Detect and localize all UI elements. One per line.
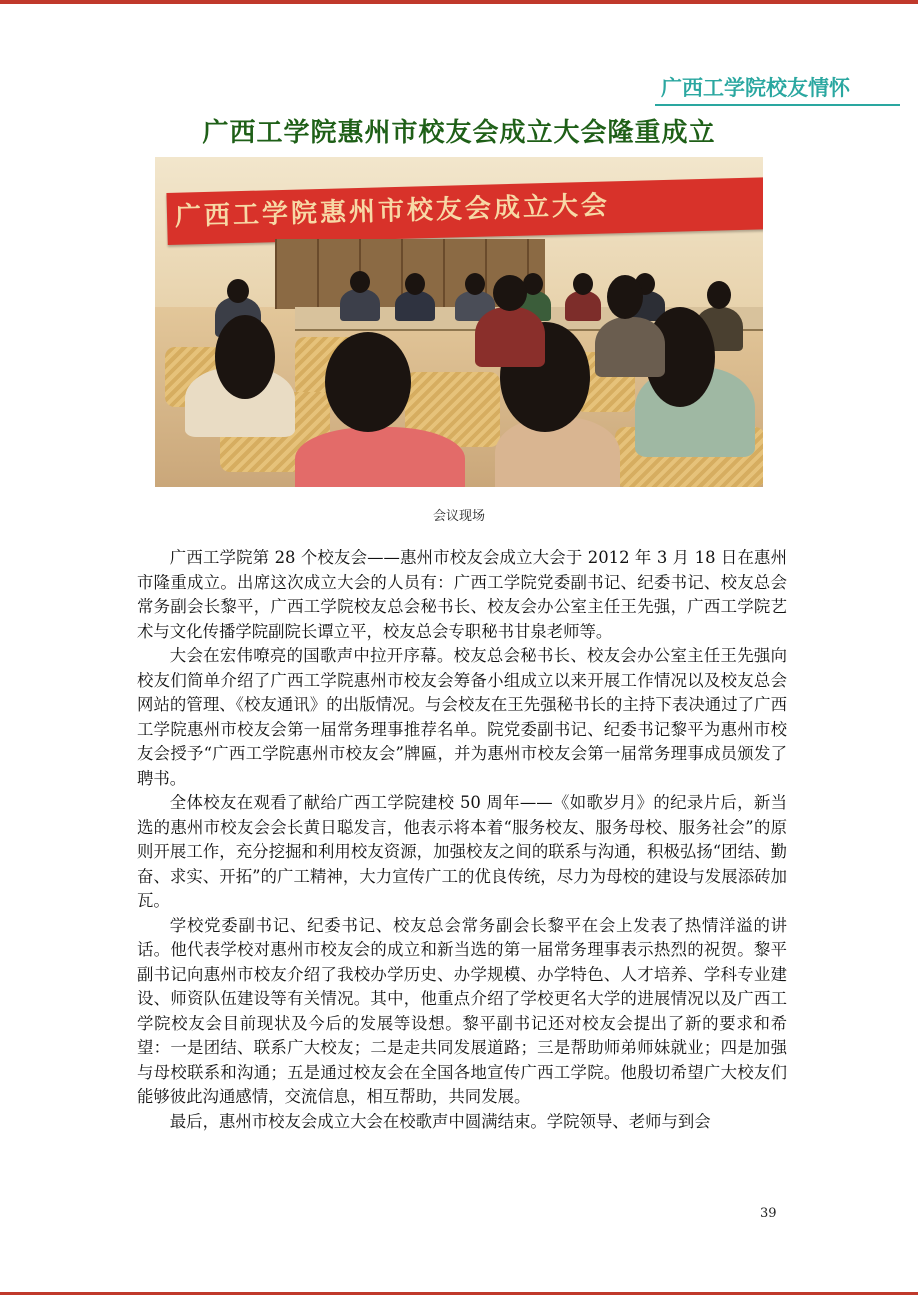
photo-head bbox=[607, 275, 643, 319]
page-title: 广西工学院惠州市校友会成立大会隆重成立 bbox=[202, 118, 716, 148]
section-header-underline bbox=[655, 104, 900, 106]
photo-person bbox=[475, 307, 545, 367]
photo-head bbox=[227, 279, 249, 303]
photo-head bbox=[350, 271, 370, 293]
photo-person bbox=[395, 291, 435, 321]
paragraph: 全体校友在观看了献给广西工学院建校 50 周年——《如歌岁月》的纪录片后，新当选的惠州市校友会会长黄日聪发言，他表示将本着“服务校友、服务母校、服务社会”的原则开展工作，充分挖掘和利用校友资源，加强校友之间的联系与沟通，积极弘扬“团结、勤奋、求实、开拓”的广工精神，大力宣传广工的优良传统，尽力为母校的建设与发展添砖加瓦。 bbox=[137, 793, 787, 910]
photo-head bbox=[493, 275, 527, 311]
photo-caption: 会议现场 bbox=[432, 509, 485, 524]
paragraph: 广西工学院第 28 个校友会——惠州市校友会成立大会于 2012 年 3 月 18 日在惠州市隆重成立。出席这次成立大会的人员有：广西工学院党委副书记、纪委书记、校友总会常务副会长黎平，广西工学院校友总会秘书长、校友会办公室主任王先强，广西工学院艺术与文化传播学院副院长谭立平，校友总会专职秘书甘泉老师等。 bbox=[137, 548, 787, 641]
meeting-photo bbox=[155, 157, 763, 487]
photo-head bbox=[573, 273, 593, 295]
article-body bbox=[137, 546, 787, 1134]
paragraph: 最后，惠州市校友会成立大会在校歌声中圆满结束。学院领导、老师与到会 bbox=[169, 1111, 711, 1131]
section-header-label: 广西工学院校友情怀 bbox=[661, 76, 850, 100]
photo-person bbox=[340, 289, 380, 321]
photo-person bbox=[595, 317, 665, 377]
photo-person bbox=[565, 291, 601, 321]
photo-head bbox=[707, 281, 731, 309]
bottom-rule bbox=[0, 1292, 918, 1295]
top-rule bbox=[0, 0, 918, 4]
photo-head bbox=[405, 273, 425, 295]
section-header bbox=[655, 68, 900, 106]
paragraph: 大会在宏伟嘹亮的国歌声中拉开序幕。校友总会秘书长、校友会办公室主任王先强向校友们简单介绍了广西工学院惠州市校友会筹备小组成立以来开展工作情况以及校友总会网站的管理、《校友通讯》的出版情况。与会校友在王先强秘书长的主持下表决通过了广西工学院惠州市校友会第一届常务理事推荐名单。院党委副书记、纪委书记黎平为惠州市校友会授予“广西工学院惠州市校友会”牌匾，并为惠州市校友会第一届常务理事成员颁发了聘书。 bbox=[137, 646, 787, 788]
photo-head bbox=[465, 273, 485, 295]
photo-banner-text: 广西工学院惠州市校友会成立大会 bbox=[174, 190, 611, 233]
paragraph: 学校党委副书记、纪委书记、校友总会常务副会长黎平在会上发表了热情洋溢的讲话。他代表学校对惠州市校友会的成立和新当选的第一届常务理事表示热烈的祝贺。黎平副书记向惠州市校友介绍了我校办学历史、办学规模、办学特色、人才培养、学科专业建设、师资队伍建设等有关情况。其中，他重点介绍了学校更名大学的进展情况以及广西工学院校友会目前现状及今后的发展等设想。黎平副书记还对校友会提出了新的要求和希望：一是团结、联系广大校友；二是走共同发展道路；三是帮助师弟师妹就业；四是加强与母校联系和沟通；五是通过校友会在全国各地宣传广西工学院。他殷切希望广大校友们能够彼此沟通感情，交流信息，相互帮助，共同发展。 bbox=[137, 915, 787, 1106]
photo-head bbox=[215, 315, 275, 399]
photo-person bbox=[295, 427, 465, 487]
photo-head bbox=[325, 332, 411, 432]
page-number: 39 bbox=[760, 1206, 777, 1221]
